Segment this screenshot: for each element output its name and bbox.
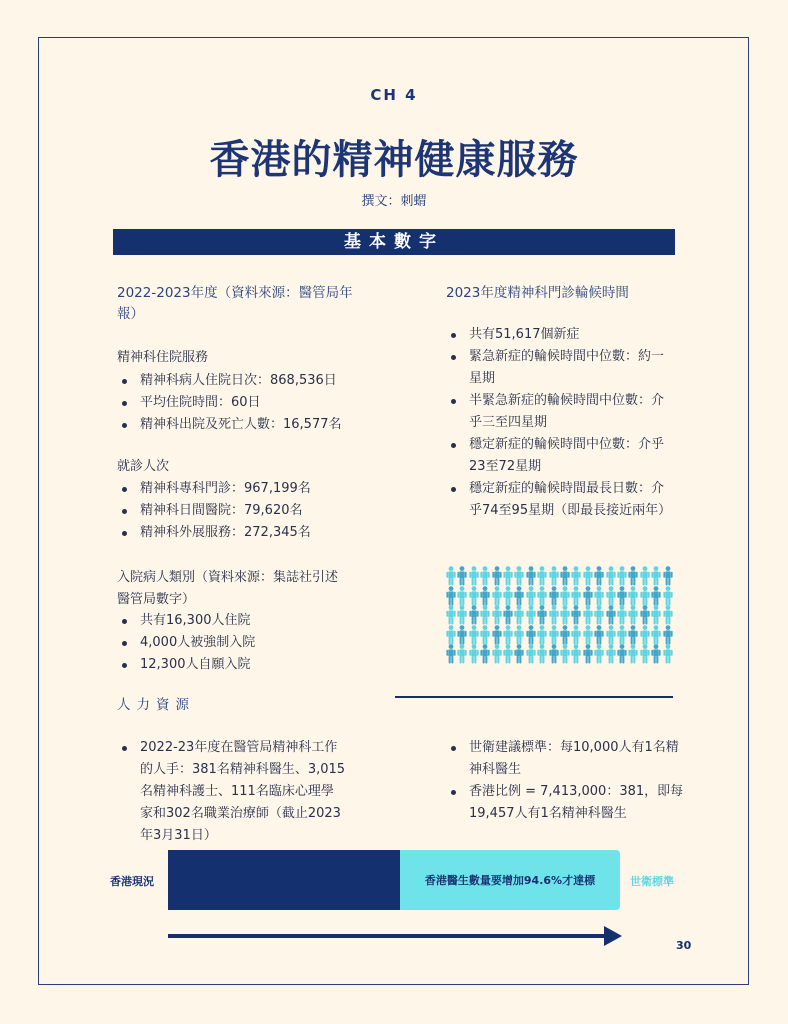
person-icon (537, 586, 547, 606)
person-icon (549, 605, 559, 625)
person-icon (617, 586, 627, 606)
person-icon (594, 566, 604, 586)
person-icon (537, 644, 547, 664)
left-heading (117, 283, 367, 325)
person-icon (663, 605, 673, 625)
section-divider (395, 696, 673, 698)
list-item-line: 穩定新症的輪候時間中位數：介乎 (469, 437, 665, 452)
list-item-line: 香港比例 = 7,413,000：381，即每 (469, 784, 684, 799)
visits-list (117, 478, 377, 544)
person-icon (469, 644, 479, 664)
person-icon (560, 625, 570, 645)
right-heading: 2023年度精神科門診輪候時間 (446, 285, 629, 301)
person-icon (594, 586, 604, 606)
person-icon (640, 625, 650, 645)
arrow-icon (166, 924, 626, 948)
person-icon (514, 605, 524, 625)
chapter-label: CH 4 (370, 86, 418, 104)
person-icon (651, 586, 661, 606)
list-item-line: 的人手：381名精神科醫生、3,015 (140, 762, 346, 777)
person-icon (492, 625, 502, 645)
person-icon (549, 586, 559, 606)
list-item: 精神科日間醫院：79,620名 (117, 500, 377, 522)
person-icon (628, 644, 638, 664)
list-item: 精神科出院及死亡人數：16,577名 (117, 414, 377, 436)
person-icon (628, 625, 638, 645)
list-item-line: 穩定新症的輪候時間最長日數：介 (469, 481, 665, 496)
person-icon (503, 605, 513, 625)
person-icon (514, 586, 524, 606)
left-heading-line: 報） (117, 306, 144, 322)
person-icon (571, 605, 581, 625)
person-icon (446, 625, 456, 645)
person-icon (537, 605, 547, 625)
list-item: 平均住院時間：60日 (117, 392, 377, 414)
person-icon (537, 625, 547, 645)
list-item (446, 434, 682, 478)
person-icon (663, 586, 673, 606)
person-icon (526, 644, 536, 664)
categories-list (117, 610, 377, 676)
categories-title-line: 入院病人類別（資料來源：集誌社引述 (117, 570, 339, 585)
list-item-line: 家和302名職業治療師（截止2023 (140, 806, 341, 821)
person-icon (628, 586, 638, 606)
section-banner: 基本數字 (113, 229, 675, 255)
person-icon (503, 586, 513, 606)
person-icon (651, 605, 661, 625)
person-icon (663, 566, 673, 586)
person-icon (617, 566, 627, 586)
hk-status-label: 香港現況 (110, 875, 154, 888)
person-icon (492, 566, 502, 586)
person-icon (594, 625, 604, 645)
who-standard-label: 世衛標準 (630, 875, 674, 888)
person-icon (594, 644, 604, 664)
person-icon (457, 586, 467, 606)
person-icon (457, 625, 467, 645)
categories-title-line: 醫管局數字） (117, 592, 196, 607)
person-icon (457, 605, 467, 625)
person-icon (606, 644, 616, 664)
manpower-title: 人力資源 (117, 697, 195, 713)
list-item: 12,300人自願入院 (117, 654, 377, 676)
list-item: 精神科外展服務：272,345名 (117, 522, 377, 544)
list-item-line: 19,457人有1名精神科醫生 (469, 806, 627, 821)
list-item (446, 781, 686, 825)
person-icon (640, 566, 650, 586)
person-icon (628, 566, 638, 586)
list-item-line: 乎三至四星期 (469, 415, 548, 430)
person-icon (583, 625, 593, 645)
person-icon (583, 586, 593, 606)
list-item-line: 半緊急新症的輪候時間中位數：介 (469, 393, 665, 408)
person-icon (526, 566, 536, 586)
person-icon (503, 566, 513, 586)
person-icon (492, 605, 502, 625)
list-item (446, 390, 682, 434)
person-icon (446, 566, 456, 586)
list-item (117, 737, 367, 847)
person-icon (549, 625, 559, 645)
person-icon (469, 625, 479, 645)
person-icon (549, 644, 559, 664)
person-icon (606, 566, 616, 586)
person-icon (503, 644, 513, 664)
person-icon (617, 644, 627, 664)
page-number: 30 (676, 939, 692, 952)
person-icon (640, 605, 650, 625)
person-icon (480, 566, 490, 586)
person-icon (469, 605, 479, 625)
person-icon (480, 644, 490, 664)
person-icon (537, 566, 547, 586)
list-item-line: 2022-23年度在醫管局精神科工作 (140, 740, 338, 755)
person-icon (480, 605, 490, 625)
person-icon (571, 566, 581, 586)
person-icon (457, 644, 467, 664)
person-icon (606, 625, 616, 645)
person-icon (492, 586, 502, 606)
list-item (446, 346, 682, 390)
person-icon (446, 644, 456, 664)
manpower-right-list (446, 737, 686, 825)
categories-title (117, 567, 377, 611)
person-icon (628, 605, 638, 625)
list-item (446, 324, 682, 346)
person-icon (651, 644, 661, 664)
person-icon (594, 605, 604, 625)
list-item-line: 神科醫生 (469, 762, 522, 777)
person-icon (560, 605, 570, 625)
list-item: 精神科病人住院日次：868,536日 (117, 370, 377, 392)
visits-title: 就診人次 (117, 459, 170, 474)
person-icon (663, 644, 673, 664)
person-icon (617, 605, 627, 625)
list-item-line: 世衛建議標準：每10,000人有1名精 (469, 740, 679, 755)
person-icon (469, 586, 479, 606)
list-item-line: 名精神科護士、111名臨床心理學 (140, 784, 334, 799)
person-icon (480, 625, 490, 645)
left-heading-line: 2022-2023年度（資料來源：醫管局年 (117, 285, 353, 301)
person-icon (514, 566, 524, 586)
person-icon (583, 605, 593, 625)
person-icon (480, 586, 490, 606)
list-item-line: 年3月31日） (140, 828, 217, 843)
person-icon (651, 625, 661, 645)
person-icon (514, 644, 524, 664)
list-item (446, 478, 682, 522)
person-icon (640, 586, 650, 606)
person-icon (526, 586, 536, 606)
person-icon (663, 625, 673, 645)
list-item-line: 星期 (469, 371, 496, 386)
person-icon (560, 586, 570, 606)
person-icon (571, 625, 581, 645)
manpower-left-list (117, 737, 367, 847)
person-icon (446, 586, 456, 606)
list-item-line: 緊急新症的輪候時間中位數：約一 (469, 349, 665, 364)
person-icon (549, 566, 559, 586)
list-item: 精神科專科門診：967,199名 (117, 478, 377, 500)
person-icon (457, 566, 467, 586)
list-item-line: 乎74至95星期（即最長接近兩年） (469, 503, 672, 518)
page-title: 香港的精神健康服務 (209, 137, 579, 183)
person-icon (583, 566, 593, 586)
list-item (446, 737, 686, 781)
person-icon (560, 566, 570, 586)
inpatient-title: 精神科住院服務 (117, 350, 209, 365)
person-icon (560, 644, 570, 664)
person-icon (526, 605, 536, 625)
person-icon (446, 605, 456, 625)
person-icon (617, 625, 627, 645)
person-icon (606, 586, 616, 606)
person-icon (503, 625, 513, 645)
person-icon (583, 644, 593, 664)
person-icon (606, 605, 616, 625)
person-icon (514, 625, 524, 645)
person-icon (526, 625, 536, 645)
person-icon (492, 644, 502, 664)
inpatient-list (117, 370, 377, 436)
person-icon (651, 566, 661, 586)
hk-current-bar (168, 850, 400, 910)
list-item: 共有16,300人住院 (117, 610, 377, 632)
list-item: 4,000人被強制入院 (117, 632, 377, 654)
list-item-line: 共有51,617個新症 (469, 327, 580, 342)
person-icon (571, 586, 581, 606)
gap-bar-label: 香港醫生數量要增加94.6%才達標 (424, 874, 596, 887)
person-icon (571, 644, 581, 664)
list-item-line: 23至72星期 (469, 459, 542, 474)
gap-bar (400, 850, 620, 910)
person-icon (469, 566, 479, 586)
author-line: 撰文：刺蝟 (361, 194, 427, 209)
person-icon (640, 644, 650, 664)
waiting-list (446, 324, 682, 522)
